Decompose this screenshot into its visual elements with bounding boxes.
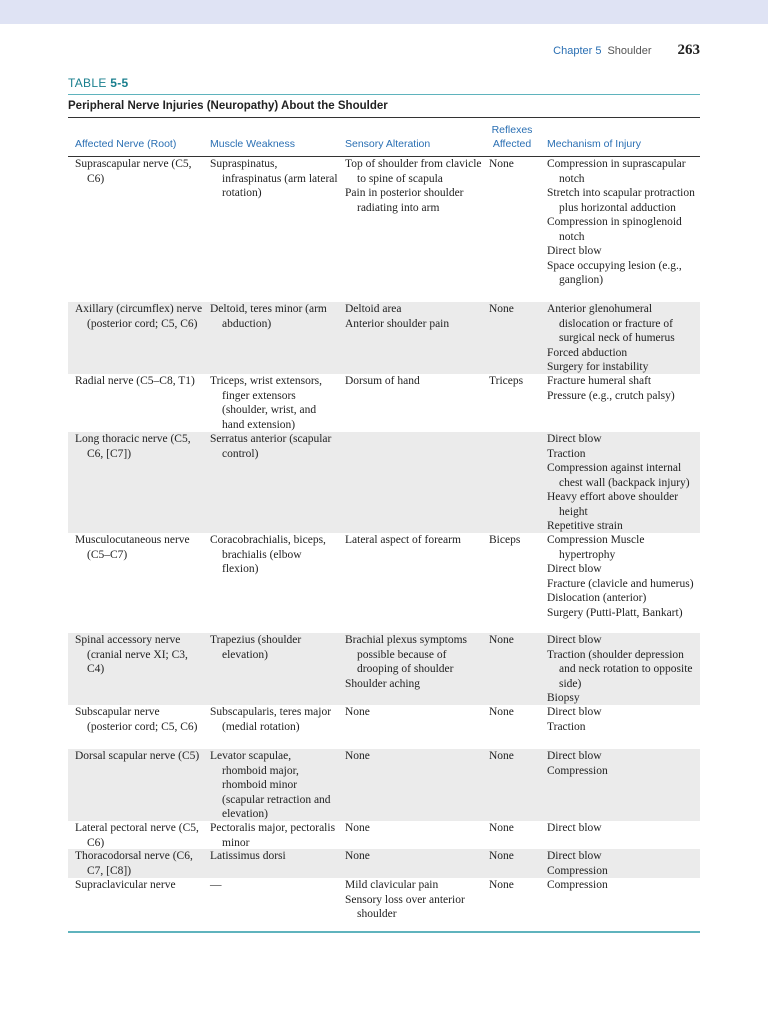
cell-muscle bbox=[210, 633, 338, 662]
cell-nerve bbox=[75, 633, 203, 677]
cell-line: Heavy effort above shoulder height bbox=[547, 491, 679, 518]
cell-line: Forced abduction bbox=[547, 346, 628, 359]
cell-mechanism bbox=[547, 374, 697, 403]
table-row bbox=[68, 302, 700, 374]
cell-line: Dislocation (anterior) bbox=[547, 592, 647, 604]
table-header bbox=[68, 121, 700, 156]
cell-line: Direct blow bbox=[547, 850, 602, 862]
cell-line: Coracobrachialis, biceps, brachialis (elbow flexion) bbox=[210, 534, 326, 575]
cell-nerve bbox=[75, 374, 203, 389]
cell-line: Compression bbox=[547, 864, 608, 877]
cell-nerve bbox=[75, 705, 203, 734]
cell-line: Dorsum of hand bbox=[345, 375, 420, 387]
cell-line: Fracture (clavicle and humerus) bbox=[547, 577, 694, 590]
cell-line: Biopsy bbox=[547, 692, 580, 704]
cell-nerve bbox=[75, 849, 203, 878]
cell-line: Long thoracic nerve (C5, C6, [C7]) bbox=[75, 433, 191, 460]
cell-reflex: None bbox=[489, 750, 514, 762]
cell-nerve bbox=[75, 432, 203, 461]
table-label-number: 5-5 bbox=[110, 76, 129, 90]
table-label bbox=[68, 76, 129, 90]
cell-reflex: None bbox=[489, 158, 514, 170]
cell-mechanism bbox=[547, 878, 697, 893]
cell-line: Compression bbox=[547, 879, 608, 891]
cell-muscle bbox=[210, 157, 338, 201]
cell-nerve bbox=[75, 157, 203, 186]
cell-line: Spinal accessory nerve (cranial nerve XI; C3, C4) bbox=[75, 634, 188, 675]
cell-muscle bbox=[210, 432, 338, 461]
table-bottom-rule bbox=[68, 931, 700, 933]
cell-mechanism bbox=[547, 533, 697, 620]
cell-mechanism bbox=[547, 749, 697, 778]
cell-reflex: None bbox=[489, 822, 514, 834]
header-top-rule bbox=[68, 117, 700, 118]
cell-mechanism bbox=[547, 821, 697, 836]
cell-line: Traction (shoulder depression and neck rotation to opposite side) bbox=[547, 648, 693, 690]
cell-sensory bbox=[345, 849, 483, 864]
cell-line: Direct blow bbox=[547, 822, 602, 834]
cell-line: Sensory loss over anterior shoulder bbox=[345, 893, 465, 920]
title-rule bbox=[68, 94, 700, 95]
cell-line: Shoulder aching bbox=[345, 677, 421, 690]
cell-line: Subscapular nerve (posterior cord; C5, C6) bbox=[75, 706, 198, 733]
cell-line: Triceps, wrist extensors, finger extensors (shoulder, wrist, and hand extension) bbox=[210, 375, 323, 431]
section-label: Shoulder bbox=[607, 45, 652, 57]
column-header-reflexes: Reflexes Affected bbox=[491, 124, 533, 150]
cell-line: Compression against internal chest wall (backpack injury) bbox=[547, 462, 690, 489]
cell-muscle bbox=[210, 821, 338, 850]
cell-line: Deltoid, teres minor (arm abduction) bbox=[210, 303, 327, 330]
chapter-label: Chapter 5 bbox=[553, 45, 602, 57]
cell-line: Stretch into scapular protraction plus horizontal adduction bbox=[547, 187, 695, 214]
cell-reflex: Biceps bbox=[489, 534, 521, 546]
cell-line: Fracture humeral shaft bbox=[547, 375, 652, 387]
table-row bbox=[68, 849, 700, 878]
cell-line: Pectoralis major, pectoralis minor bbox=[210, 822, 336, 849]
cell-sensory bbox=[345, 533, 483, 548]
table-row bbox=[68, 157, 700, 302]
cell-line: Direct blow bbox=[547, 245, 602, 257]
cell-muscle bbox=[210, 533, 338, 577]
cell-muscle bbox=[210, 705, 338, 734]
cell-line: Lateral aspect of forearm bbox=[345, 534, 461, 546]
cell-line: Anterior shoulder pain bbox=[345, 317, 450, 330]
cell-mechanism bbox=[547, 432, 697, 534]
column-header-nerve: Affected Nerve (Root) bbox=[75, 138, 177, 150]
cell-line: Suprascapular nerve (C5, C6) bbox=[75, 158, 192, 185]
cell-line: — bbox=[210, 879, 222, 891]
cell-line: Radial nerve (C5–C8, T1) bbox=[75, 375, 195, 387]
cell-line: Space occupying lesion (e.g., ganglion) bbox=[547, 259, 682, 286]
top-band bbox=[0, 0, 768, 24]
cell-line: Pressure (e.g., crutch palsy) bbox=[547, 389, 675, 402]
cell-line: Traction bbox=[547, 447, 586, 460]
cell-nerve bbox=[75, 821, 203, 850]
cell-line: Direct blow bbox=[547, 433, 602, 445]
table-label-prefix: TABLE bbox=[68, 76, 111, 90]
cell-line: Deltoid area bbox=[345, 303, 402, 315]
table-row bbox=[68, 878, 700, 928]
cell-line: None bbox=[345, 750, 370, 762]
page-number: 263 bbox=[677, 42, 700, 58]
cell-line: Mild clavicular pain bbox=[345, 879, 439, 891]
cell-muscle bbox=[210, 878, 338, 893]
cell-line: Thoracodorsal nerve (C6, C7, [C8]) bbox=[75, 850, 193, 877]
cell-sensory bbox=[345, 821, 483, 836]
cell-sensory bbox=[345, 878, 483, 922]
cell-line: Surgery for instability bbox=[547, 361, 649, 373]
cell-reflex: None bbox=[489, 303, 514, 315]
table-row bbox=[68, 749, 700, 821]
column-header-sensory: Sensory Alteration bbox=[345, 138, 431, 150]
cell-line: Compression in spinoglenoid notch bbox=[547, 216, 682, 243]
cell-line: Top of shoulder from clavicle to spine of scapula bbox=[345, 158, 482, 185]
cell-nerve bbox=[75, 878, 203, 893]
cell-muscle bbox=[210, 749, 338, 822]
column-header-mechanism: Mechanism of Injury bbox=[547, 138, 641, 150]
cell-line: Supraclavicular nerve bbox=[75, 879, 176, 891]
cell-line: Axillary (circumflex) nerve (posterior cord; C5, C6) bbox=[75, 303, 203, 330]
cell-reflex: None bbox=[489, 879, 514, 891]
cell-mechanism bbox=[547, 849, 697, 878]
cell-mechanism bbox=[547, 302, 697, 375]
table-row bbox=[68, 633, 700, 705]
cell-line: Levator scapulae, rhomboid major, rhomboid minor (scapular retraction and elevation) bbox=[210, 750, 331, 820]
cell-sensory bbox=[345, 374, 483, 389]
cell-nerve bbox=[75, 302, 203, 331]
cell-line: Anterior glenohumeral dislocation or fracture of surgical neck of humerus bbox=[547, 303, 675, 344]
cell-line: None bbox=[345, 850, 370, 862]
cell-line: Traction bbox=[547, 720, 586, 733]
cell-line: Lateral pectoral nerve (C5, C6) bbox=[75, 822, 199, 849]
cell-muscle bbox=[210, 302, 338, 331]
cell-line: Compression Muscle hypertrophy bbox=[547, 534, 645, 561]
table-title: Peripheral Nerve Injuries (Neuropathy) About the Shoulder bbox=[68, 100, 388, 112]
cell-muscle bbox=[210, 374, 338, 432]
cell-reflex: None bbox=[489, 850, 514, 862]
table-row bbox=[68, 374, 700, 432]
table-row bbox=[68, 533, 700, 633]
cell-line: Serratus anterior (scapular control) bbox=[210, 433, 332, 460]
cell-nerve bbox=[75, 533, 203, 562]
cell-line: Latissimus dorsi bbox=[210, 850, 286, 862]
cell-line: None bbox=[345, 706, 370, 718]
column-header-muscle: Muscle Weakness bbox=[210, 138, 296, 150]
cell-reflex: Triceps bbox=[489, 375, 524, 387]
cell-sensory bbox=[345, 157, 483, 215]
cell-reflex: None bbox=[489, 634, 514, 646]
cell-sensory bbox=[345, 633, 483, 691]
cell-sensory bbox=[345, 302, 483, 331]
cell-line: Direct blow bbox=[547, 706, 602, 718]
running-head bbox=[553, 42, 700, 59]
table-row bbox=[68, 705, 700, 749]
table-row bbox=[68, 821, 700, 849]
cell-line: Direct blow bbox=[547, 563, 602, 575]
cell-line: Musculocutaneous nerve (C5–C7) bbox=[75, 534, 190, 561]
cell-line: Direct blow bbox=[547, 634, 602, 646]
cell-reflex: None bbox=[489, 706, 514, 718]
cell-mechanism bbox=[547, 633, 697, 706]
table-row bbox=[68, 432, 700, 533]
cell-line: Repetitive strain bbox=[547, 520, 623, 532]
cell-line: Direct blow bbox=[547, 750, 602, 762]
cell-mechanism bbox=[547, 157, 697, 288]
cell-line: Subscapularis, teres major (medial rotation) bbox=[210, 706, 332, 733]
cell-sensory bbox=[345, 749, 483, 764]
cell-sensory bbox=[345, 705, 483, 720]
cell-line: Supraspinatus, infraspinatus (arm lateral rotation) bbox=[210, 158, 338, 199]
cell-mechanism bbox=[547, 705, 697, 734]
cell-line: Dorsal scapular nerve (C5) bbox=[75, 750, 200, 762]
cell-line: Compression bbox=[547, 764, 608, 777]
cell-line: Surgery (Putti-Platt, Bankart) bbox=[547, 606, 683, 619]
cell-line: None bbox=[345, 822, 370, 834]
cell-nerve bbox=[75, 749, 203, 764]
cell-line: Pain in posterior shoulder radiating into arm bbox=[345, 187, 464, 214]
cell-line: Compression in suprascapular notch bbox=[547, 158, 686, 185]
cell-line: Trapezius (shoulder elevation) bbox=[210, 634, 302, 661]
cell-muscle bbox=[210, 849, 338, 864]
cell-line: Brachial plexus symptoms possible because of drooping of shoulder bbox=[345, 634, 468, 675]
